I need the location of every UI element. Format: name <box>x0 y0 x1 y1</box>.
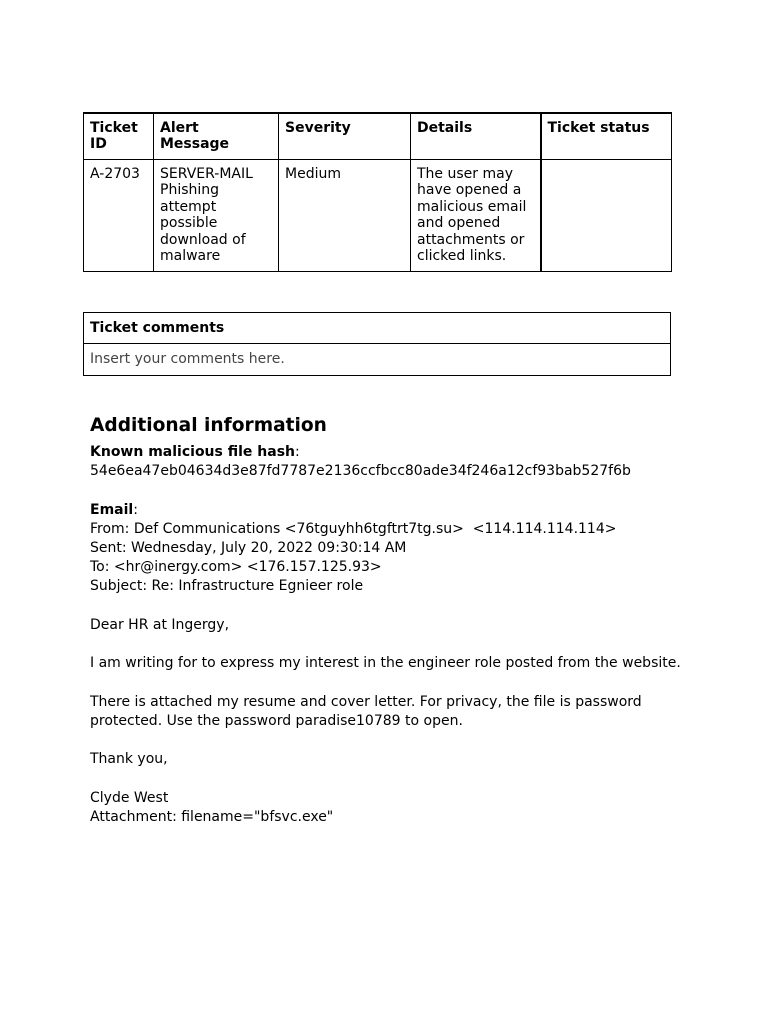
comments-table <box>83 312 671 376</box>
email-from: From: Def Communications <76tguyhh6tgftrt7tg.su> <114.114.114.114> <box>90 520 617 537</box>
email-paragraph-2-line-1: There is attached my resume and cover letter. For privacy, the file is password <box>90 693 642 710</box>
hash-colon: : <box>295 444 300 460</box>
email-paragraph-1: I am writing for to express my interest in the engineer role posted from the website. <box>90 655 681 672</box>
hash-value: 54e6ea47eb04634d3e87fd7787e2136ccfbcc80ade34f246a12cf93bab527f6b <box>90 463 631 480</box>
hash-label: Known malicious file hash <box>90 444 295 460</box>
email-label-line <box>90 501 750 520</box>
cell-ticket-status[interactable] <box>541 160 672 272</box>
email-paragraph-2-line-2: protected. Use the password paradise10789 to open. <box>90 712 463 729</box>
cell-details: The user may have opened a malicious email and opened attachments or clicked links. <box>411 160 541 272</box>
header-severity: Severity <box>279 113 411 160</box>
email-subject: Subject: Re: Infrastructure Egnieer role <box>90 578 364 595</box>
header-details: Details <box>411 113 541 160</box>
email-attachment: Attachment: filename="bfsvc.exe" <box>90 808 334 825</box>
email-sent: Sent: Wednesday, July 20, 2022 09:30:14 AM <box>90 540 407 556</box>
email-closing: Thank you, <box>90 751 168 768</box>
section-title: Additional information <box>90 415 327 436</box>
header-alert-message: Alert Message <box>154 113 279 160</box>
table-row <box>84 160 672 272</box>
email-colon: : <box>133 501 138 518</box>
comments-header: Ticket comments <box>84 313 671 344</box>
ticket-table-header-row <box>84 113 672 160</box>
cell-severity: Medium <box>279 160 411 272</box>
cell-alert-message: SERVER-MAIL Phishing attempt possible download of malware <box>154 160 279 272</box>
ticket-table <box>83 112 672 272</box>
email-greeting: Dear HR at Ingergy, <box>90 616 230 633</box>
email-to: To: <hr@inergy.com> <176.157.125.93> <box>90 559 382 576</box>
email-signature: Clyde West <box>90 789 169 806</box>
cell-ticket-id: A-2703 <box>84 160 154 272</box>
additional-information-section <box>90 414 750 827</box>
header-ticket-status: Ticket status <box>541 113 672 160</box>
email-label: Email <box>90 501 134 518</box>
header-ticket-id: Ticket ID <box>84 113 154 160</box>
comments-field[interactable]: Insert your comments here. <box>84 344 671 376</box>
hash-label-line <box>90 443 750 462</box>
